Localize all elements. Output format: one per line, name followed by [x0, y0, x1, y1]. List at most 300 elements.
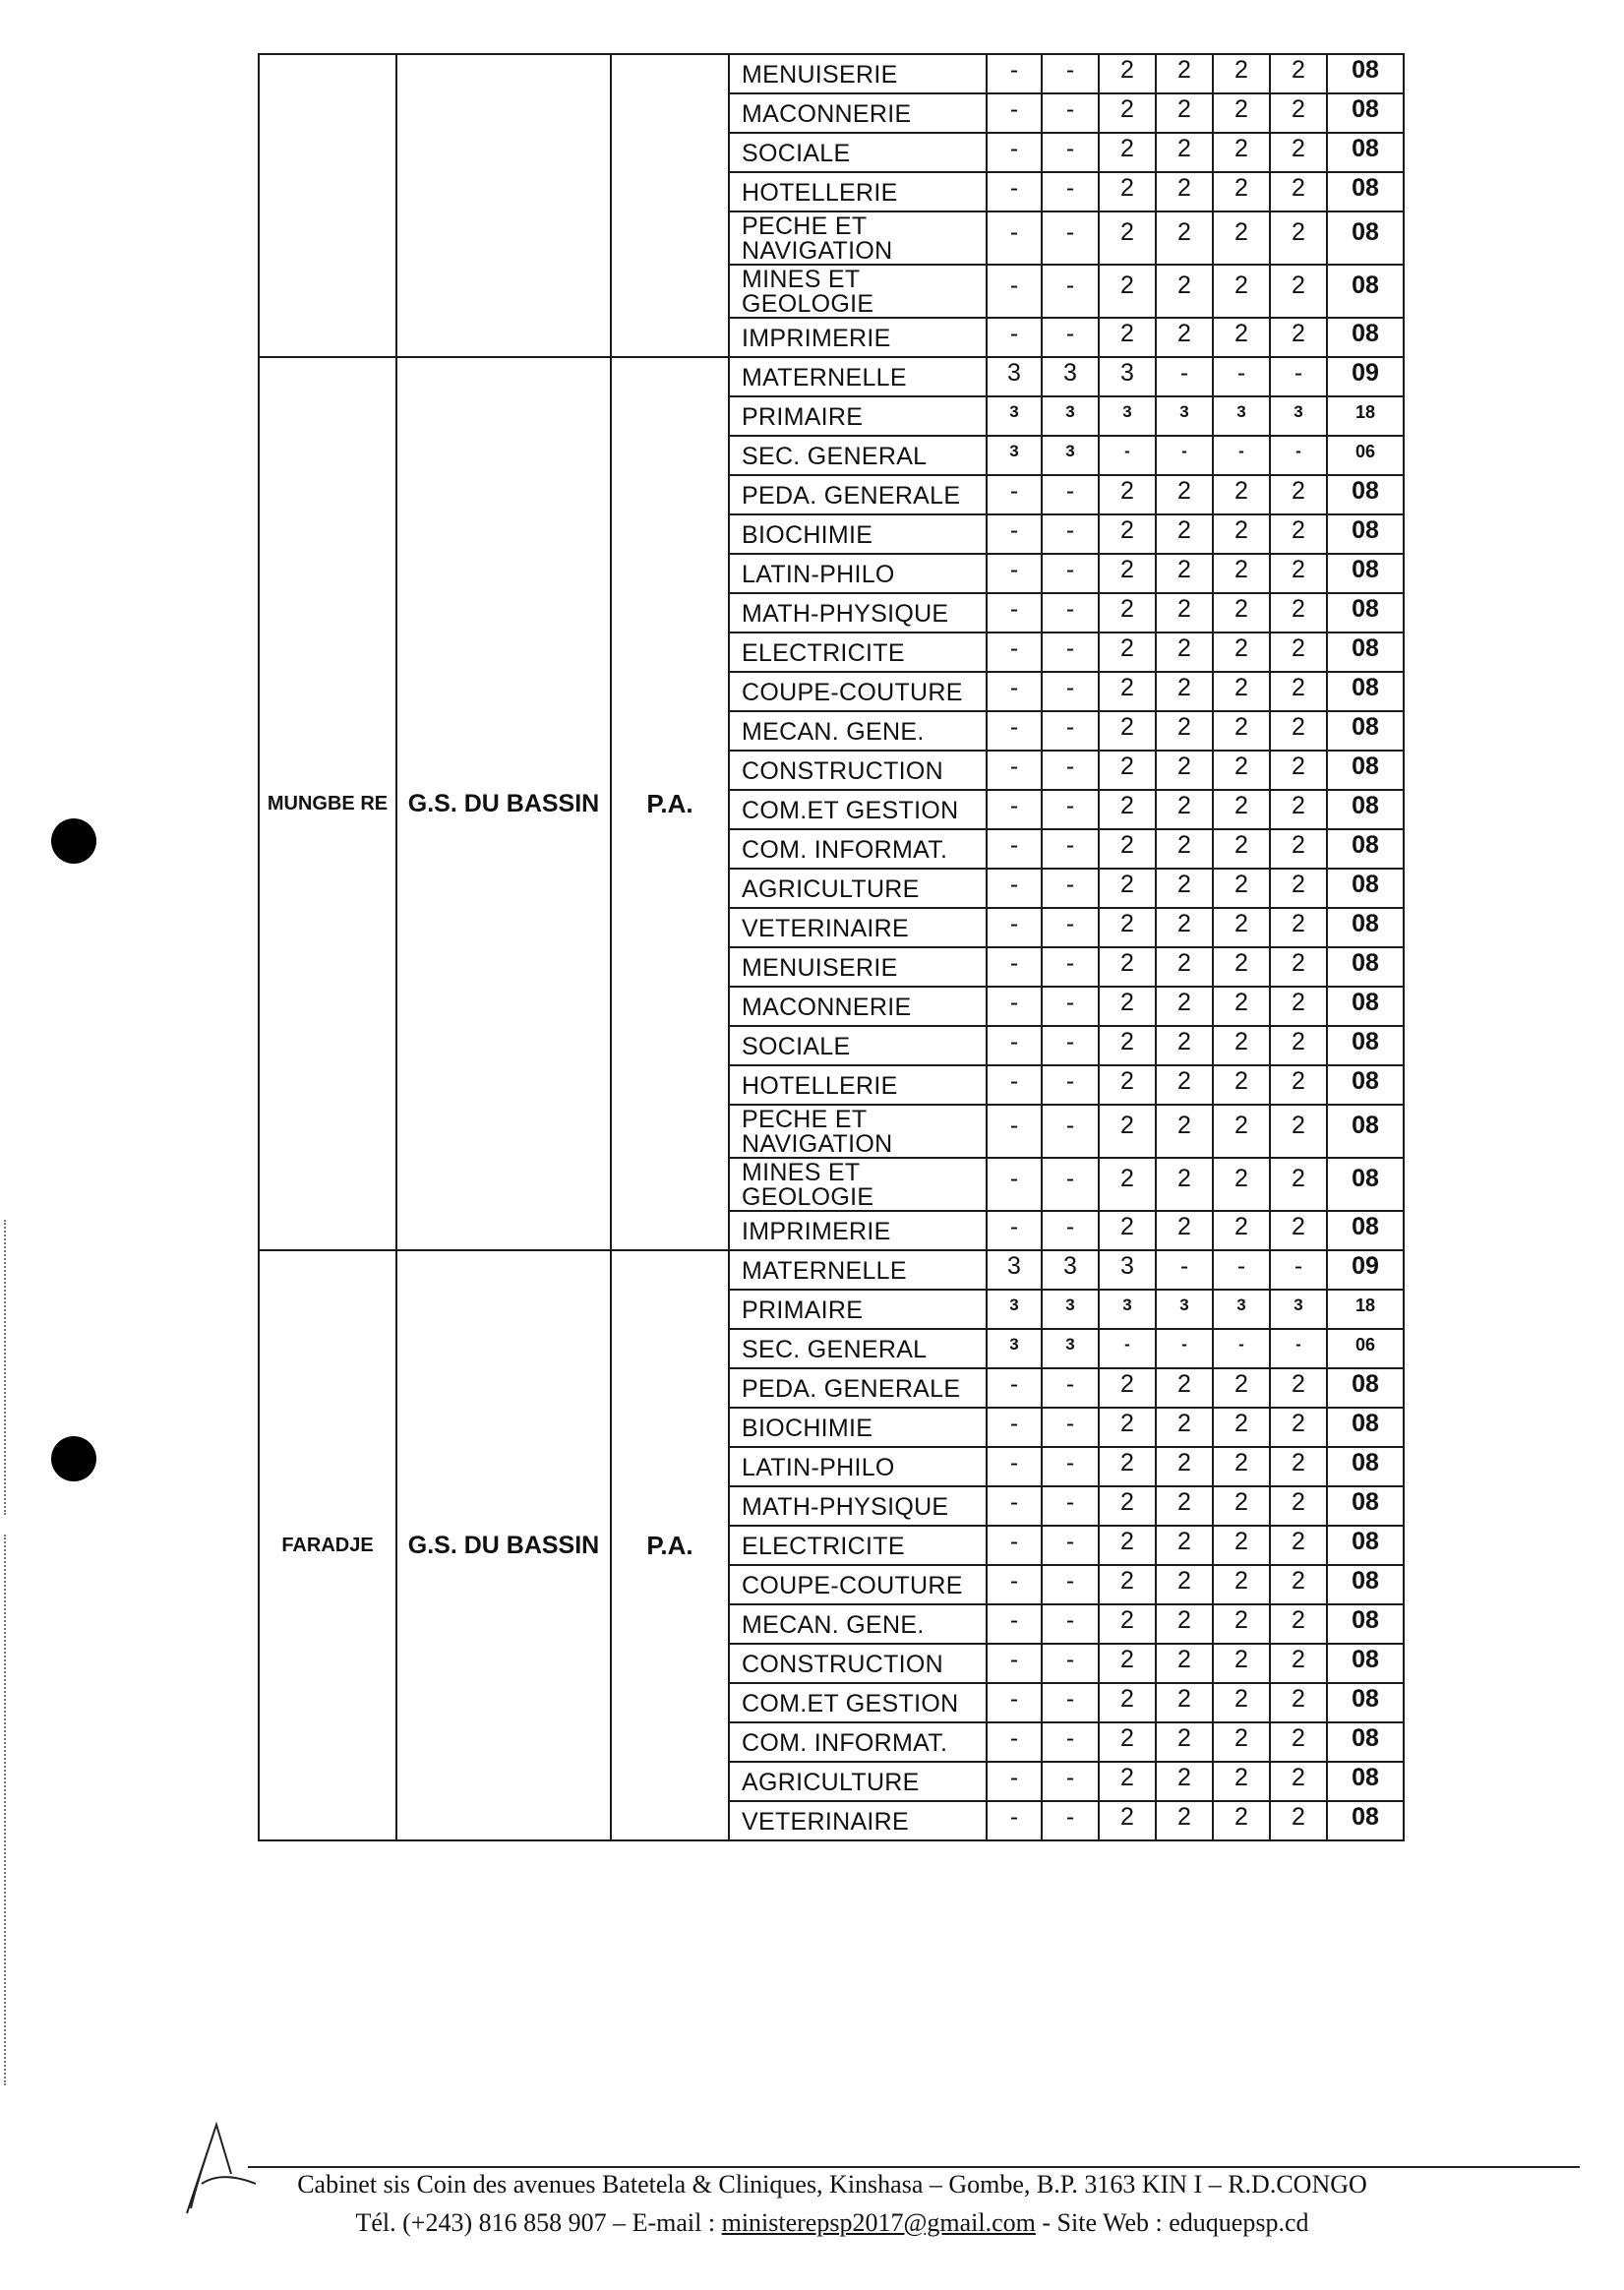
- option-label: COUPE-COUTURE: [742, 679, 963, 706]
- table-row: [259, 54, 1404, 93]
- class-count-cell-6: 2: [1270, 829, 1327, 869]
- class-count-cell-1: -: [987, 1722, 1042, 1762]
- class-count-cell-6: 2: [1270, 790, 1327, 829]
- total-cell: 08: [1327, 947, 1404, 987]
- class-count-cell-6: 2: [1270, 1565, 1327, 1604]
- option-cell: [729, 133, 987, 172]
- option-cell: [729, 1486, 987, 1526]
- class-count-cell-1: 3: [987, 1290, 1042, 1329]
- option-label: COM. INFORMAT.: [742, 1729, 948, 1757]
- class-count-cell-6: 2: [1270, 1644, 1327, 1683]
- class-count-cell-5: 2: [1213, 1158, 1270, 1211]
- option-cell: [729, 1329, 987, 1368]
- option-label: MINES ET GEOLOGIE: [742, 266, 874, 318]
- option-label: BIOCHIMIE: [742, 1415, 873, 1442]
- class-count-cell-2: -: [1042, 1722, 1099, 1762]
- option-cell: [729, 1026, 987, 1065]
- option-label: PECHE ET NAVIGATION: [742, 212, 893, 265]
- class-count-cell-5: 2: [1213, 1211, 1270, 1250]
- total-cell: 08: [1327, 211, 1404, 265]
- option-cell: [729, 1447, 987, 1486]
- class-count-cell-5: 2: [1213, 475, 1270, 514]
- class-count-cell-3: 2: [1099, 987, 1156, 1026]
- class-count-cell-6: 2: [1270, 172, 1327, 211]
- punch-hole: [51, 1436, 96, 1481]
- class-count-cell-4: 2: [1156, 1408, 1213, 1447]
- option-cell: [729, 396, 987, 436]
- class-count-cell-1: -: [987, 54, 1042, 93]
- location-cell: MUNGBE RE: [259, 357, 396, 1250]
- class-count-cell-1: 3: [987, 436, 1042, 475]
- class-count-cell-3: 2: [1099, 1565, 1156, 1604]
- option-cell: [729, 1250, 987, 1290]
- class-count-cell-6: -: [1270, 1329, 1327, 1368]
- class-count-cell-2: -: [1042, 554, 1099, 593]
- class-count-cell-1: -: [987, 318, 1042, 357]
- option-label: MECAN. GENE.: [742, 718, 925, 746]
- class-count-cell-6: 2: [1270, 672, 1327, 711]
- option-label: SOCIALE: [742, 1033, 851, 1060]
- class-count-cell-3: 2: [1099, 265, 1156, 318]
- total-cell: 08: [1327, 133, 1404, 172]
- option-cell: [729, 1526, 987, 1565]
- class-count-cell-2: -: [1042, 1026, 1099, 1065]
- class-count-cell-2: -: [1042, 1683, 1099, 1722]
- class-count-cell-3: 2: [1099, 1644, 1156, 1683]
- class-count-cell-3: 2: [1099, 554, 1156, 593]
- class-count-cell-4: 2: [1156, 1526, 1213, 1565]
- class-count-cell-5: 2: [1213, 1105, 1270, 1158]
- class-count-cell-3: 2: [1099, 1026, 1156, 1065]
- option-cell: [729, 987, 987, 1026]
- class-count-cell-3: 2: [1099, 54, 1156, 93]
- total-cell: 08: [1327, 93, 1404, 133]
- class-count-cell-3: 2: [1099, 133, 1156, 172]
- class-count-cell-5: 3: [1213, 396, 1270, 436]
- table-body: [259, 54, 1404, 1840]
- class-count-cell-6: 2: [1270, 869, 1327, 908]
- class-count-cell-6: 2: [1270, 1722, 1327, 1762]
- option-cell: [729, 318, 987, 357]
- class-count-cell-5: 2: [1213, 790, 1270, 829]
- option-cell: [729, 947, 987, 987]
- class-count-cell-3: 2: [1099, 318, 1156, 357]
- class-count-cell-4: 3: [1156, 1290, 1213, 1329]
- class-count-cell-1: -: [987, 1158, 1042, 1211]
- total-cell: 08: [1327, 54, 1404, 93]
- class-count-cell-3: 2: [1099, 790, 1156, 829]
- class-count-cell-4: 2: [1156, 1486, 1213, 1526]
- class-count-cell-1: 3: [987, 357, 1042, 396]
- class-count-cell-5: 2: [1213, 987, 1270, 1026]
- total-cell: 08: [1327, 1447, 1404, 1486]
- class-count-cell-4: 2: [1156, 1762, 1213, 1801]
- class-count-cell-1: -: [987, 514, 1042, 554]
- class-count-cell-6: 2: [1270, 987, 1327, 1026]
- class-count-cell-6: -: [1270, 1250, 1327, 1290]
- class-count-cell-3: 3: [1099, 396, 1156, 436]
- class-count-cell-6: 2: [1270, 1105, 1327, 1158]
- class-count-cell-3: 2: [1099, 93, 1156, 133]
- class-count-cell-4: 2: [1156, 1211, 1213, 1250]
- class-count-cell-4: 2: [1156, 554, 1213, 593]
- class-count-cell-6: 2: [1270, 1683, 1327, 1722]
- class-count-cell-6: 2: [1270, 1604, 1327, 1644]
- option-label: CONSTRUCTION: [742, 1651, 943, 1678]
- class-count-cell-2: -: [1042, 172, 1099, 211]
- class-count-cell-3: 2: [1099, 514, 1156, 554]
- class-count-cell-5: 2: [1213, 1368, 1270, 1408]
- option-cell: [729, 1368, 987, 1408]
- option-cell: [729, 593, 987, 633]
- option-label: BIOCHIMIE: [742, 521, 873, 549]
- class-count-cell-3: 2: [1099, 672, 1156, 711]
- class-count-cell-1: -: [987, 1447, 1042, 1486]
- class-count-cell-4: -: [1156, 1329, 1213, 1368]
- total-cell: 08: [1327, 1065, 1404, 1105]
- class-count-cell-5: 2: [1213, 1447, 1270, 1486]
- class-count-cell-6: 2: [1270, 514, 1327, 554]
- scan-edge-mark: [4, 1535, 16, 2085]
- class-count-cell-2: -: [1042, 1644, 1099, 1683]
- total-cell: 08: [1327, 829, 1404, 869]
- class-count-cell-1: -: [987, 1683, 1042, 1722]
- class-count-cell-1: -: [987, 1526, 1042, 1565]
- class-count-cell-2: -: [1042, 633, 1099, 672]
- class-count-cell-1: -: [987, 1026, 1042, 1065]
- class-count-cell-3: 2: [1099, 593, 1156, 633]
- class-count-cell-6: -: [1270, 436, 1327, 475]
- option-label: HOTELLERIE: [742, 179, 898, 207]
- class-count-cell-3: 2: [1099, 1683, 1156, 1722]
- class-count-cell-5: 2: [1213, 211, 1270, 265]
- option-cell: [729, 475, 987, 514]
- class-count-cell-3: 2: [1099, 1368, 1156, 1408]
- class-count-cell-1: -: [987, 1644, 1042, 1683]
- footer-address: Cabinet sis Coin des avenues Batetela & Cliniques, Kinshasa – Gombe, B.P. 3163 KIN I – R.D.CONGO: [297, 2170, 1367, 2199]
- class-count-cell-6: 2: [1270, 908, 1327, 947]
- class-count-cell-5: -: [1213, 357, 1270, 396]
- school-cell: G.S. DU BASSIN: [396, 357, 611, 1250]
- class-count-cell-2: -: [1042, 1762, 1099, 1801]
- class-count-cell-6: 2: [1270, 265, 1327, 318]
- class-count-cell-4: 2: [1156, 1722, 1213, 1762]
- footer-website: - Site Web : eduquepsp.cd: [1035, 2208, 1309, 2237]
- total-cell: 08: [1327, 1762, 1404, 1801]
- total-cell: 08: [1327, 633, 1404, 672]
- class-count-cell-3: 2: [1099, 908, 1156, 947]
- class-count-cell-2: 3: [1042, 1250, 1099, 1290]
- class-count-cell-5: -: [1213, 1329, 1270, 1368]
- table-row: [259, 357, 1404, 396]
- class-count-cell-4: 2: [1156, 1801, 1213, 1840]
- class-count-cell-6: 2: [1270, 593, 1327, 633]
- class-count-cell-2: -: [1042, 133, 1099, 172]
- class-count-cell-3: 2: [1099, 1408, 1156, 1447]
- footer-email[interactable]: ministerepsp2017@gmail.com: [721, 2208, 1036, 2237]
- option-cell: [729, 1683, 987, 1722]
- option-cell: [729, 357, 987, 396]
- class-count-cell-2: -: [1042, 93, 1099, 133]
- option-cell: [729, 672, 987, 711]
- options-table: [258, 53, 1405, 1841]
- option-cell: [729, 1211, 987, 1250]
- class-count-cell-2: -: [1042, 751, 1099, 790]
- option-cell: [729, 633, 987, 672]
- class-count-cell-4: 2: [1156, 593, 1213, 633]
- class-count-cell-3: -: [1099, 1329, 1156, 1368]
- option-label: MATH-PHYSIQUE: [742, 1493, 949, 1521]
- class-count-cell-3: 2: [1099, 1158, 1156, 1211]
- class-count-cell-3: 2: [1099, 1762, 1156, 1801]
- class-count-cell-1: -: [987, 1486, 1042, 1526]
- regime-cell: P.A.: [611, 357, 729, 1250]
- option-label: MACONNERIE: [742, 100, 912, 128]
- class-count-cell-4: 2: [1156, 1158, 1213, 1211]
- class-count-cell-5: 2: [1213, 514, 1270, 554]
- option-cell: [729, 1722, 987, 1762]
- class-count-cell-2: -: [1042, 265, 1099, 318]
- class-count-cell-2: -: [1042, 829, 1099, 869]
- class-count-cell-4: 2: [1156, 172, 1213, 211]
- option-label: MACONNERIE: [742, 994, 912, 1021]
- class-count-cell-4: 2: [1156, 265, 1213, 318]
- class-count-cell-1: -: [987, 1801, 1042, 1840]
- class-count-cell-6: 2: [1270, 133, 1327, 172]
- class-count-cell-5: 3: [1213, 1290, 1270, 1329]
- total-cell: 08: [1327, 672, 1404, 711]
- class-count-cell-4: 2: [1156, 1644, 1213, 1683]
- class-count-cell-1: -: [987, 1105, 1042, 1158]
- total-cell: 06: [1327, 436, 1404, 475]
- class-count-cell-4: 2: [1156, 947, 1213, 987]
- class-count-cell-1: -: [987, 947, 1042, 987]
- total-cell: 08: [1327, 1683, 1404, 1722]
- option-cell: [729, 265, 987, 318]
- class-count-cell-3: 2: [1099, 1722, 1156, 1762]
- class-count-cell-5: 2: [1213, 554, 1270, 593]
- class-count-cell-1: -: [987, 93, 1042, 133]
- class-count-cell-2: 3: [1042, 396, 1099, 436]
- class-count-cell-6: 2: [1270, 93, 1327, 133]
- class-count-cell-1: -: [987, 869, 1042, 908]
- class-count-cell-4: 2: [1156, 133, 1213, 172]
- punch-hole: [51, 818, 96, 864]
- class-count-cell-2: -: [1042, 1565, 1099, 1604]
- total-cell: 08: [1327, 1644, 1404, 1683]
- class-count-cell-2: -: [1042, 1158, 1099, 1211]
- total-cell: 08: [1327, 318, 1404, 357]
- class-count-cell-4: 2: [1156, 1683, 1213, 1722]
- class-count-cell-3: 2: [1099, 869, 1156, 908]
- option-cell: [729, 908, 987, 947]
- class-count-cell-4: 2: [1156, 1447, 1213, 1486]
- total-cell: 08: [1327, 1604, 1404, 1644]
- class-count-cell-1: -: [987, 672, 1042, 711]
- class-count-cell-6: 2: [1270, 1447, 1327, 1486]
- school-cell: G.S. DU BASSIN: [396, 1250, 611, 1840]
- class-count-cell-2: -: [1042, 672, 1099, 711]
- class-count-cell-3: 3: [1099, 357, 1156, 396]
- class-count-cell-1: -: [987, 711, 1042, 751]
- location-cell: [259, 54, 396, 357]
- class-count-cell-3: -: [1099, 436, 1156, 475]
- option-cell: [729, 1762, 987, 1801]
- option-label: HOTELLERIE: [742, 1072, 898, 1100]
- option-label: MECAN. GENE.: [742, 1611, 925, 1639]
- total-cell: 08: [1327, 1158, 1404, 1211]
- class-count-cell-1: -: [987, 172, 1042, 211]
- option-cell: [729, 1801, 987, 1840]
- class-count-cell-1: -: [987, 829, 1042, 869]
- option-label: MENUISERIE: [742, 954, 898, 982]
- class-count-cell-1: -: [987, 1368, 1042, 1408]
- class-count-cell-5: 2: [1213, 1408, 1270, 1447]
- class-count-cell-2: -: [1042, 908, 1099, 947]
- class-count-cell-5: 2: [1213, 133, 1270, 172]
- total-cell: 08: [1327, 1801, 1404, 1840]
- class-count-cell-4: 2: [1156, 475, 1213, 514]
- total-cell: 08: [1327, 790, 1404, 829]
- total-cell: 08: [1327, 1526, 1404, 1565]
- class-count-cell-4: 2: [1156, 908, 1213, 947]
- total-cell: 08: [1327, 1722, 1404, 1762]
- class-count-cell-5: 2: [1213, 1565, 1270, 1604]
- class-count-cell-6: 2: [1270, 1065, 1327, 1105]
- option-cell: [729, 1290, 987, 1329]
- class-count-cell-1: -: [987, 265, 1042, 318]
- option-label: COM.ET GESTION: [742, 1690, 959, 1718]
- class-count-cell-3: 2: [1099, 751, 1156, 790]
- option-label: PEDA. GENERALE: [742, 1375, 961, 1403]
- class-count-cell-1: -: [987, 211, 1042, 265]
- class-count-cell-6: 2: [1270, 1158, 1327, 1211]
- total-cell: 08: [1327, 869, 1404, 908]
- regime-cell: P.A.: [611, 1250, 729, 1840]
- class-count-cell-2: -: [1042, 593, 1099, 633]
- option-cell: [729, 790, 987, 829]
- class-count-cell-3: 2: [1099, 1447, 1156, 1486]
- class-count-cell-6: -: [1270, 357, 1327, 396]
- class-count-cell-5: 2: [1213, 1762, 1270, 1801]
- class-count-cell-2: -: [1042, 1105, 1099, 1158]
- class-count-cell-2: 3: [1042, 357, 1099, 396]
- option-cell: [729, 1158, 987, 1211]
- class-count-cell-4: -: [1156, 357, 1213, 396]
- option-label: IMPRIMERIE: [742, 325, 891, 352]
- class-count-cell-3: 2: [1099, 633, 1156, 672]
- class-count-cell-1: -: [987, 908, 1042, 947]
- class-count-cell-3: 3: [1099, 1290, 1156, 1329]
- class-count-cell-1: 3: [987, 396, 1042, 436]
- option-cell: [729, 1408, 987, 1447]
- class-count-cell-3: 2: [1099, 829, 1156, 869]
- class-count-cell-2: -: [1042, 869, 1099, 908]
- option-cell: [729, 211, 987, 265]
- class-count-cell-5: 2: [1213, 318, 1270, 357]
- option-cell: [729, 1105, 987, 1158]
- option-label: ELECTRICITE: [742, 639, 905, 667]
- total-cell: 08: [1327, 1105, 1404, 1158]
- class-count-cell-5: 2: [1213, 1644, 1270, 1683]
- option-label: MENUISERIE: [742, 61, 898, 89]
- option-label: MATERNELLE: [742, 364, 907, 392]
- class-count-cell-5: 2: [1213, 1065, 1270, 1105]
- table-row: [259, 1250, 1404, 1290]
- class-count-cell-2: -: [1042, 1801, 1099, 1840]
- total-cell: 18: [1327, 1290, 1404, 1329]
- class-count-cell-6: 2: [1270, 475, 1327, 514]
- total-cell: 08: [1327, 172, 1404, 211]
- class-count-cell-2: -: [1042, 1211, 1099, 1250]
- class-count-cell-5: 2: [1213, 93, 1270, 133]
- class-count-cell-1: -: [987, 1408, 1042, 1447]
- total-cell: 08: [1327, 711, 1404, 751]
- signature-mark: [177, 2115, 266, 2223]
- option-label: AGRICULTURE: [742, 1769, 920, 1796]
- class-count-cell-6: 2: [1270, 711, 1327, 751]
- class-count-cell-5: 2: [1213, 1604, 1270, 1644]
- class-count-cell-5: -: [1213, 436, 1270, 475]
- total-cell: 08: [1327, 593, 1404, 633]
- class-count-cell-3: 2: [1099, 1065, 1156, 1105]
- option-cell: [729, 1604, 987, 1644]
- total-cell: 06: [1327, 1329, 1404, 1368]
- class-count-cell-6: 2: [1270, 318, 1327, 357]
- option-cell: [729, 829, 987, 869]
- total-cell: 09: [1327, 1250, 1404, 1290]
- class-count-cell-1: -: [987, 1565, 1042, 1604]
- option-cell: [729, 54, 987, 93]
- option-label: MATERNELLE: [742, 1257, 907, 1285]
- option-label: LATIN-PHILO: [742, 1454, 895, 1481]
- option-label: SEC. GENERAL: [742, 443, 928, 470]
- total-cell: 08: [1327, 1408, 1404, 1447]
- class-count-cell-2: -: [1042, 1486, 1099, 1526]
- class-count-cell-4: 2: [1156, 790, 1213, 829]
- total-cell: 08: [1327, 1026, 1404, 1065]
- class-count-cell-5: 2: [1213, 54, 1270, 93]
- class-count-cell-4: -: [1156, 436, 1213, 475]
- class-count-cell-1: -: [987, 1065, 1042, 1105]
- class-count-cell-1: -: [987, 554, 1042, 593]
- class-count-cell-5: 2: [1213, 947, 1270, 987]
- option-label: CONSTRUCTION: [742, 757, 943, 785]
- option-label: SOCIALE: [742, 140, 851, 167]
- option-label: ELECTRICITE: [742, 1533, 905, 1560]
- class-count-cell-2: -: [1042, 711, 1099, 751]
- option-cell: [729, 1644, 987, 1683]
- option-label: LATIN-PHILO: [742, 561, 895, 588]
- footer-rule: [248, 2166, 1580, 2168]
- option-label: MATH-PHYSIQUE: [742, 600, 949, 628]
- class-count-cell-1: -: [987, 133, 1042, 172]
- option-cell: [729, 93, 987, 133]
- option-cell: [729, 1565, 987, 1604]
- class-count-cell-4: 2: [1156, 54, 1213, 93]
- class-count-cell-4: 2: [1156, 751, 1213, 790]
- class-count-cell-6: 2: [1270, 1368, 1327, 1408]
- class-count-cell-6: 2: [1270, 211, 1327, 265]
- class-count-cell-4: -: [1156, 1250, 1213, 1290]
- class-count-cell-2: -: [1042, 1065, 1099, 1105]
- class-count-cell-1: -: [987, 633, 1042, 672]
- class-count-cell-1: -: [987, 987, 1042, 1026]
- class-count-cell-2: -: [1042, 947, 1099, 987]
- option-label: VETERINAIRE: [742, 1808, 909, 1836]
- option-label: COM.ET GESTION: [742, 797, 959, 824]
- class-count-cell-5: 2: [1213, 1722, 1270, 1762]
